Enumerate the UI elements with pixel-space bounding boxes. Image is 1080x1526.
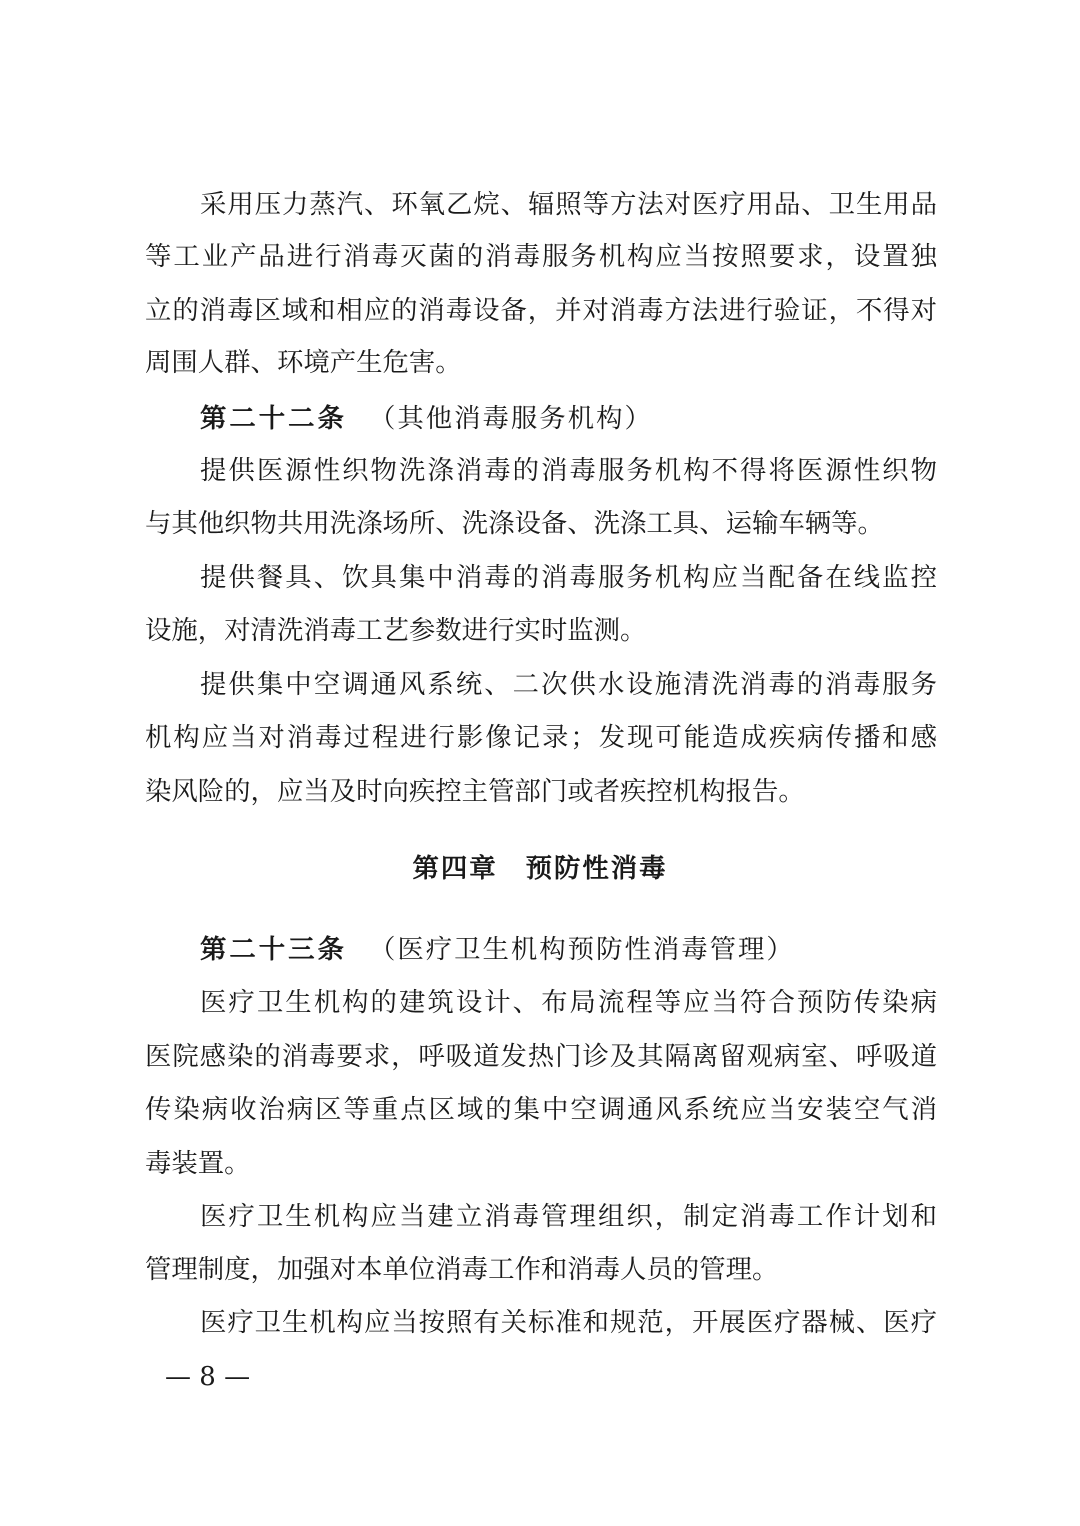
paragraph-line: 管理制度，加强对本单位消毒工作和消毒人员的管理。: [145, 1254, 779, 1285]
paragraph-line: 设施，对清洗消毒工艺参数进行实时监测。: [145, 615, 647, 646]
paragraph-line: 医疗卫生机构应当按照有关标准和规范，开展医疗器械、医疗: [200, 1307, 937, 1338]
paragraph-line: 机构应当对消毒过程进行影像记录；发现可能造成疾病传播和感: [145, 722, 937, 753]
paragraph-line: 医疗卫生机构应当建立消毒管理组织，制定消毒工作计划和: [200, 1201, 937, 1232]
chapter-heading: [0, 852, 1080, 886]
paragraph-line: 医疗卫生机构的建筑设计、布局流程等应当符合预防传染病: [200, 987, 937, 1018]
chapter-number: 第四章: [412, 853, 498, 884]
article-heading: [200, 933, 937, 967]
paragraph-line: 传染病收治病区等重点区域的集中空调通风系统应当安装空气消: [145, 1094, 937, 1125]
chapter-title: 预防性消毒: [525, 853, 668, 884]
paragraph-line: 染风险的，应当及时向疾控主管部门或者疾控机构报告。: [145, 776, 805, 807]
page-number: — 8 —: [165, 1362, 251, 1392]
paragraph-line: 等工业产品进行消毒灭菌的消毒服务机构应当按照要求，设置独: [145, 241, 937, 272]
article-number: 第二十二条: [200, 403, 347, 434]
paragraph-line: 立的消毒区域和相应的消毒设备，并对消毒方法进行验证，不得对: [145, 295, 937, 326]
paragraph-line: 医院感染的消毒要求，呼吸道发热门诊及其隔离留观病室、呼吸道: [145, 1041, 937, 1072]
paragraph-line: 提供集中空调通风系统、二次供水设施清洗消毒的消毒服务: [200, 669, 937, 700]
paragraph-line: 毒装置。: [145, 1148, 251, 1179]
article-subject: （其他消毒服务机构）: [368, 403, 653, 434]
paragraph-line: 提供餐具、饮具集中消毒的消毒服务机构应当配备在线监控: [200, 562, 937, 593]
paragraph-line: 提供医源性织物洗涤消毒的消毒服务机构不得将医源性织物: [200, 455, 937, 486]
article-subject: （医疗卫生机构预防性消毒管理）: [368, 934, 795, 965]
paragraph-line: 采用压力蒸汽、环氧乙烷、辐照等方法对医疗用品、卫生用品: [200, 189, 937, 220]
article-heading: [200, 402, 937, 436]
paragraph-line: 周围人群、环境产生危害。: [145, 347, 462, 378]
article-number: 第二十三条: [200, 934, 347, 965]
paragraph-line: 与其他织物共用洗涤场所、洗涤设备、洗涤工具、运输车辆等。: [145, 508, 884, 539]
